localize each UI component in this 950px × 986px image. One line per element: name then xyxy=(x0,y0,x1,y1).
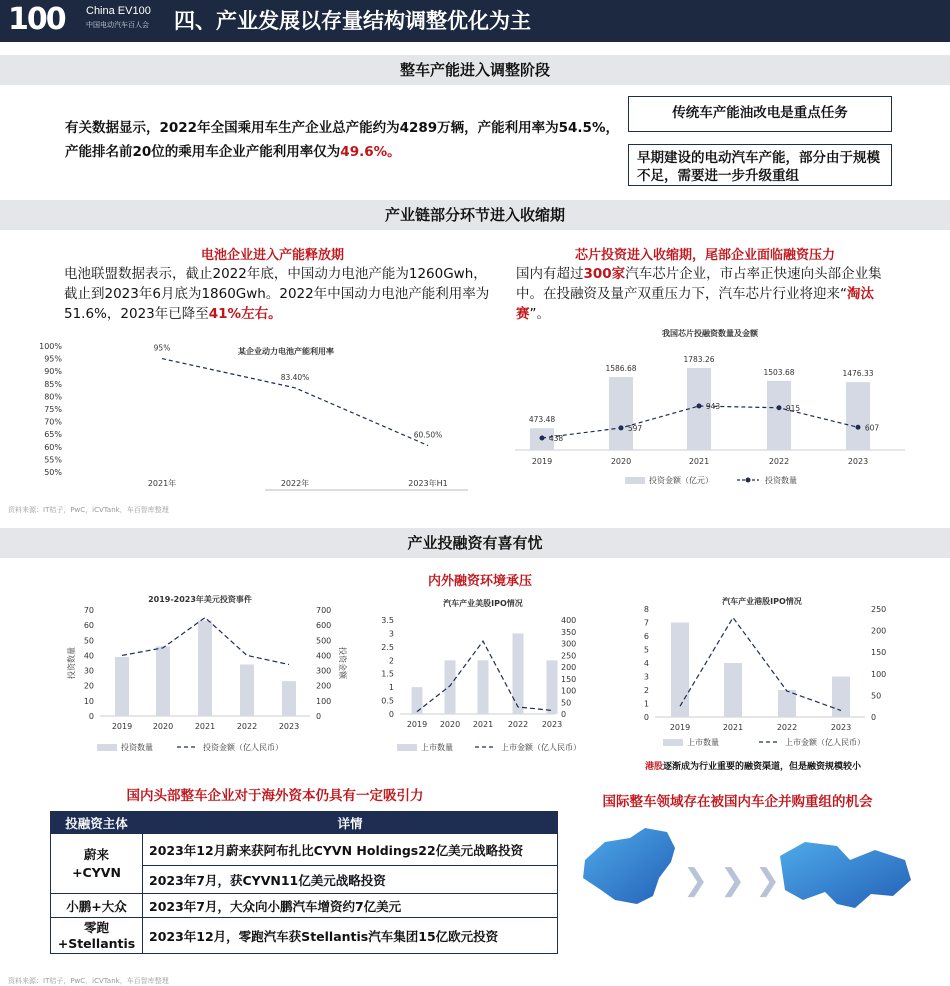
series-line xyxy=(162,359,428,446)
line-value-label: 915 xyxy=(785,403,801,413)
bar xyxy=(240,665,254,716)
x-tick-label: 2020 xyxy=(152,722,174,731)
chip-paragraph xyxy=(516,264,906,324)
x-tick-label: 2021 xyxy=(688,457,710,466)
financing-pressure-heading: 内外融资环境承压 xyxy=(427,574,532,589)
y-tick-right: 50 xyxy=(561,698,572,708)
chart-title: 我国芯片投融资数量及金额 xyxy=(662,329,758,338)
section-band-financing: 产业投融资有喜有忧 xyxy=(0,528,950,558)
bar-value-label: 1586.68 xyxy=(605,364,637,374)
chip-text-2: 汽车芯片企业，市占率正快速向头部企业集中。在投融资及量产双重压力下，汽车芯片行业将迎来“ xyxy=(516,266,882,302)
y-tick-right: 600 xyxy=(316,621,332,631)
x-tick-label: 2022 xyxy=(507,720,529,729)
y-tick-left: 7 xyxy=(643,618,649,628)
usd-investment-chart xyxy=(55,588,355,758)
bar xyxy=(156,646,170,716)
y-tick-left: 40 xyxy=(83,651,94,661)
y-tick-label: 70% xyxy=(44,417,62,427)
y-tick-label: 50% xyxy=(44,468,62,477)
y-tick-label: 95% xyxy=(44,354,62,364)
x-tick-label: 2022 xyxy=(768,457,790,466)
line-value-label: 597 xyxy=(627,423,643,433)
y-tick-left: 30 xyxy=(83,666,94,676)
legend-swatch-bar xyxy=(663,739,683,746)
chevron-right-icon: ❯ xyxy=(683,863,709,898)
table-cell-detail: 2023年12月，零跑汽车获Stellantis汽车集团15亿欧元投资 xyxy=(143,918,558,954)
bar xyxy=(724,663,742,717)
financing-deals-table xyxy=(50,811,558,954)
line-point xyxy=(777,405,782,410)
chip-highlight-300: 300家 xyxy=(583,266,626,282)
table-cell-subject: 零跑 +Stellantis xyxy=(51,918,143,954)
y-tick-right: 400 xyxy=(316,651,332,661)
chip-heading: 芯片投资进入收缩期，尾部企业面临融资压力 xyxy=(574,248,835,263)
table-cell-detail: 2023年7月，获CYVN11亿美元战略投资 xyxy=(143,866,558,894)
table-header-detail: 详情 xyxy=(143,812,558,834)
logo-org: 中国电动汽车百人会 xyxy=(86,21,149,29)
bar xyxy=(198,621,212,716)
bar xyxy=(412,687,423,714)
hk-note-text: 逐渐成为行业重要的融资渠道，但是融资规模较小 xyxy=(663,762,862,772)
y-tick-right: 200 xyxy=(871,626,887,636)
y-tick-left: 10 xyxy=(83,696,94,706)
y-tick-right: 200 xyxy=(316,681,332,691)
y-tick-label: 60% xyxy=(44,442,62,452)
y-tick-left: 70 xyxy=(83,606,94,615)
chart-title: 汽车产业港股IPO情况 xyxy=(722,597,802,606)
line-value-label: 607 xyxy=(864,423,880,433)
y-tick-left: 0 xyxy=(643,713,649,722)
table-row xyxy=(51,918,558,954)
x-tick-label: 2023 xyxy=(830,723,852,732)
y-tick-left: 3 xyxy=(643,672,649,682)
bar-value-label: 1783.26 xyxy=(683,355,715,364)
legend-swatch-bar xyxy=(397,744,417,751)
y-tick-left: 50 xyxy=(83,636,94,646)
y-tick-right: 100 xyxy=(316,696,332,706)
x-tick-label: 2023 xyxy=(278,722,300,731)
battery-utilization-chart xyxy=(30,332,500,492)
x-tick-label: 2023年H1 xyxy=(408,479,448,488)
y-tick-left: 3 xyxy=(388,629,394,639)
bar xyxy=(671,623,689,718)
chart-title: 汽车产业美股IPO情况 xyxy=(443,599,523,608)
source-note-1: 资料来源：IT桔子，PwC，iCVTank，车百智库整理 xyxy=(8,506,169,514)
line-point xyxy=(697,404,702,409)
ma-opportunity-heading: 国际整车领域存在被国内车企并购重组的机会 xyxy=(602,794,873,810)
x-tick-label: 2021 xyxy=(722,723,744,732)
x-tick-label: 2020 xyxy=(610,457,632,466)
y-tick-left: 0 xyxy=(388,710,394,719)
legend-swatch-bar xyxy=(625,477,645,484)
battery-paragraph xyxy=(64,264,496,324)
y-tick-label: 65% xyxy=(44,430,62,440)
x-tick-label: 2019 xyxy=(406,720,428,729)
legend-label: 上市金额（亿人民币） xyxy=(785,738,865,747)
x-tick-label: 2023 xyxy=(541,720,563,729)
legend-label: 上市数量 xyxy=(687,738,719,747)
y-tick-right: 200 xyxy=(561,663,577,672)
line-point xyxy=(540,436,545,441)
x-tick-label: 2021 xyxy=(472,720,494,729)
y-tick-left: 2 xyxy=(643,686,649,695)
y-tick-right: 350 xyxy=(561,627,577,637)
legend-label: 投资数量 xyxy=(765,476,797,485)
bar xyxy=(445,660,456,714)
y-tick-right: 250 xyxy=(871,605,887,614)
line-value-label: 943 xyxy=(705,402,721,411)
y-tick-left: 60 xyxy=(83,621,94,631)
y-tick-left: 4 xyxy=(643,659,649,668)
hk-note-highlight: 港股 xyxy=(645,762,664,772)
y-tick-left: 5 xyxy=(643,645,649,655)
bar xyxy=(778,690,796,717)
battery-highlight: 41%左右。 xyxy=(208,306,282,322)
page-title: 四、产业发展以存量结构调整优化为主 xyxy=(174,9,531,33)
overseas-capital-heading: 国内头部整车企业对于海外资本仍具有一定吸引力 xyxy=(126,788,424,804)
capacity-text: 有关数据显示，2022年全国乘用车生产企业总产能约为4289万辆，产能利用率为54.5%，产能排名前20位的乘用车企业产能利用率仅为 xyxy=(65,120,619,160)
task-box-oil-to-ev: 传统车产能油改电是重点任务 xyxy=(628,96,892,132)
world-map-icon xyxy=(780,842,911,908)
chevron-right-icon: ❯ xyxy=(755,863,781,898)
y-tick-label: 75% xyxy=(44,405,62,414)
table-header-row xyxy=(51,812,558,834)
bar xyxy=(846,382,870,450)
bar xyxy=(609,377,633,450)
series-line xyxy=(680,618,841,711)
section-band-capacity: 整车产能进入调整阶段 xyxy=(0,55,950,85)
table-cell-detail: 2023年7月，大众向小鹏汽车增资约7亿美元 xyxy=(143,894,558,918)
y-tick-left: 0 xyxy=(88,712,94,721)
legend-label: 上市金额（亿人民币） xyxy=(501,743,581,752)
y-tick-right: 100 xyxy=(561,686,577,696)
y-tick-right: 300 xyxy=(316,666,332,676)
legend-label: 上市数量 xyxy=(421,743,453,752)
legend-swatch-bar xyxy=(97,744,117,751)
chip-text-1: 国内有超过 xyxy=(516,266,584,282)
chart-title: 2019-2023年美元投资事件 xyxy=(148,595,252,604)
bar xyxy=(547,660,558,714)
bar-value-label: 1503.68 xyxy=(763,367,795,377)
y-tick-label: 90% xyxy=(44,367,62,377)
bar-value-label: 473.48 xyxy=(528,415,556,425)
table-row xyxy=(51,894,558,918)
y-tick-left: 1.5 xyxy=(381,669,394,679)
y-tick-left: 8 xyxy=(643,605,649,614)
hk-ipo-chart xyxy=(615,592,905,758)
bar xyxy=(478,660,489,714)
y-tick-right: 300 xyxy=(561,639,577,649)
legend-label: 投资金额（亿元） xyxy=(649,476,713,485)
chevron-right-icon: ❯ xyxy=(720,863,746,898)
y-tick-right: 500 xyxy=(316,636,332,646)
capacity-paragraph xyxy=(65,116,620,164)
table-header-subject: 投融资主体 xyxy=(51,812,143,834)
y-tick-label: 100% xyxy=(39,342,62,351)
y-tick-right: 0 xyxy=(316,712,322,721)
line-point xyxy=(856,425,861,430)
x-tick-label: 2023 xyxy=(847,457,869,466)
table-row xyxy=(51,834,558,866)
capacity-highlight: 49.6%。 xyxy=(340,144,401,160)
y-tick-right: 0 xyxy=(871,713,877,722)
battery-heading: 电池企业进入产能释放期 xyxy=(200,248,344,263)
y-tick-right: 250 xyxy=(561,651,577,661)
y-axis-title-left: 投资数量 xyxy=(67,647,76,679)
logo-number: 100 xyxy=(8,2,65,37)
data-label: 95% xyxy=(153,343,171,353)
y-tick-label: 55% xyxy=(44,455,62,465)
y-tick-right: 400 xyxy=(561,616,577,625)
x-tick-label: 2022 xyxy=(236,722,258,731)
y-tick-left: 6 xyxy=(643,632,649,641)
legend-marker xyxy=(746,478,751,483)
logo-brand: China EV100 xyxy=(86,5,151,17)
bar xyxy=(767,381,791,450)
y-tick-right: 700 xyxy=(316,606,332,615)
y-axis-title-right: 投资金额 xyxy=(338,647,347,679)
china-map-icon xyxy=(583,828,675,904)
table-cell-detail: 2023年12月蔚来获阿布扎比CYVN Holdings22亿美元战略投资 xyxy=(143,834,558,866)
chip-investment-chart xyxy=(505,320,915,492)
y-tick-right: 150 xyxy=(871,648,887,658)
y-tick-left: 2.5 xyxy=(381,642,394,652)
table-cell-subject: 蔚来 +CYVN xyxy=(51,834,143,894)
legend-label: 投资数量 xyxy=(121,743,153,752)
y-tick-label: 85% xyxy=(44,379,62,389)
x-tick-label: 2020 xyxy=(439,720,461,729)
line-value-label: 438 xyxy=(548,434,564,443)
x-tick-label: 2021年 xyxy=(147,479,177,488)
y-tick-left: 2 xyxy=(388,656,394,666)
chip-highlight-elimination: 淘汰赛 xyxy=(516,286,874,322)
y-tick-left: 0.5 xyxy=(381,696,394,706)
y-tick-left: 20 xyxy=(83,681,94,691)
legend-label: 投资金额（亿人民币） xyxy=(203,743,283,752)
x-tick-label: 2021 xyxy=(194,722,216,731)
y-tick-left: 3.5 xyxy=(381,616,394,625)
x-tick-label: 2019 xyxy=(531,457,553,466)
bar xyxy=(115,657,129,716)
y-tick-left: 1 xyxy=(643,699,649,709)
section-band-chain: 产业链部分环节进入收缩期 xyxy=(0,200,950,230)
line-point xyxy=(619,425,624,430)
bar xyxy=(513,633,524,714)
x-tick-label: 2019 xyxy=(669,723,691,732)
y-tick-label: 80% xyxy=(44,392,62,402)
x-tick-label: 2022年 xyxy=(280,479,310,488)
y-tick-right: 100 xyxy=(871,669,887,679)
bar xyxy=(282,681,296,716)
source-note-2: 资料来源：IT桔子，PwC，iCVTank，车百智库整理 xyxy=(8,977,169,985)
x-tick-label: 2022 xyxy=(776,723,798,732)
china-to-world-graphic xyxy=(575,820,915,930)
y-tick-right: 0 xyxy=(561,710,567,719)
y-tick-right: 50 xyxy=(871,691,882,701)
x-tick-label: 2019 xyxy=(111,722,133,731)
data-label: 83.40% xyxy=(280,372,310,382)
bar-value-label: 1476.33 xyxy=(842,369,874,379)
chart-title: 某企业动力电池产能利用率 xyxy=(238,347,334,356)
battery-text: 电池联盟数据表示，截止2022年底，中国动力电池产能为1260Gwh，截止到2023年6月底为1860Gwh。2022年中国动力电池产能利用率为51.6%，2023年已降至 xyxy=(64,266,490,322)
task-box-upgrade: 早期建设的电动汽车产能，部分由于规模不足，需要进一步升级重组 xyxy=(628,144,892,186)
us-ipo-chart xyxy=(355,592,595,758)
chip-text-3: ”。 xyxy=(529,306,550,322)
data-label: 60.50% xyxy=(413,430,443,440)
table-cell-subject: 小鹏+大众 xyxy=(51,894,143,918)
bar xyxy=(832,677,850,718)
y-tick-right: 150 xyxy=(561,674,577,684)
y-tick-left: 1 xyxy=(388,683,394,693)
hk-note xyxy=(645,759,861,772)
